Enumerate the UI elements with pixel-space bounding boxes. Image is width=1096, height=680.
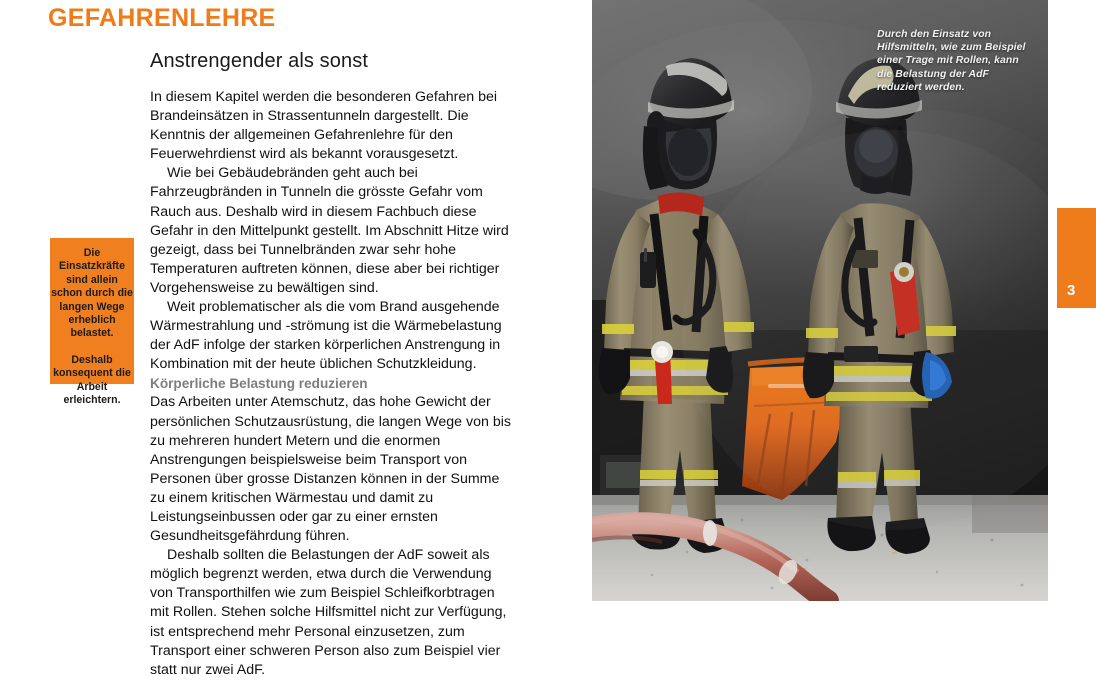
article-heading: Anstrengender als sonst (150, 50, 368, 72)
paragraph-1: In diesem Kapitel werden die besonderen Gefahren bei Brandeinsätzen in Strassentunneln dargestellt. Die Kenntnis der allgemeinen Gefahrenlehre für den Feuerwehrdienst wird als bekannt vorausgesetzt. (150, 89, 498, 163)
article-subheading: Körperliche Belastung reduzieren (150, 376, 368, 392)
pull-quote-line-1: Die Einsatzkräfte sind allein schon durch die langen Wege erheblich belastet. (51, 247, 133, 340)
page-number: 3 (1067, 282, 1076, 299)
paragraph-4: Das Arbeiten unter Atemschutz, das hohe Gewicht der persönlichen Schutzausrüstung, die langen Wege von bis zu mehreren hundert Metern und die enormen Anstrengungen beispielsweise beim Transport von Personen über grosse Distanzen können in der Summe zu einem kritischen Wärmestau und damit zu Leistungseinbussen oder gar zu einer ernsten Gesundheitsgefährdung führen. (150, 394, 511, 545)
pull-quote-box (50, 238, 134, 407)
article-body (150, 88, 512, 680)
chapter-title: GEFAHRENLEHRE (48, 4, 276, 32)
chapter-photo (592, 0, 1048, 601)
paragraph-5: Deshalb sollten die Belastungen der AdF soweit als möglich begrenzt werden, etwa durch die Verwendung von Transporthilfen wie zum Beispiel Schleifkorbtragen mit Rollen. Stehen solche Hilfsmittel nicht zur Verfügung, ist entsprechend mehr Personal einzusetzen, zum Transport einer schweren Person also zum Beispiel vier statt nur zwei AdF. (150, 547, 507, 678)
paragraph-2: Wie bei Gebäudebränden geht auch bei Fahrzeugbränden in Tunneln die grösste Gefahr vom Rauch aus. Deshalb wird in diesem Fachbuch diese Gefahr in den Mittelpunkt gestellt. Im Abschnitt Hitze wird gezeigt, dass bei Tunnelbränden zwar sehr hohe Temperaturen auftreten können, diese aber bei richtiger Vorgehensweise zu bewältigen sind. (150, 165, 509, 296)
page-number-tab (1057, 208, 1096, 308)
pull-quote-line-2: Deshalb konsequent die Arbeit erleichtern. (53, 353, 131, 407)
paragraph-3: Weit problematischer als die vom Brand ausgehende Wärmestrahlung und -strömung ist die Wärmebelastung der AdF infolge der starken körperlichen Anstrengung in Kombination mit der heute üblichen Schutzkleidung. (150, 299, 502, 373)
photo-caption: Durch den Einsatz von Hilfsmitteln, wie zum Beispiel einer Trage mit Rollen, kann die Belastung der AdF reduziert werden. (877, 29, 1026, 93)
